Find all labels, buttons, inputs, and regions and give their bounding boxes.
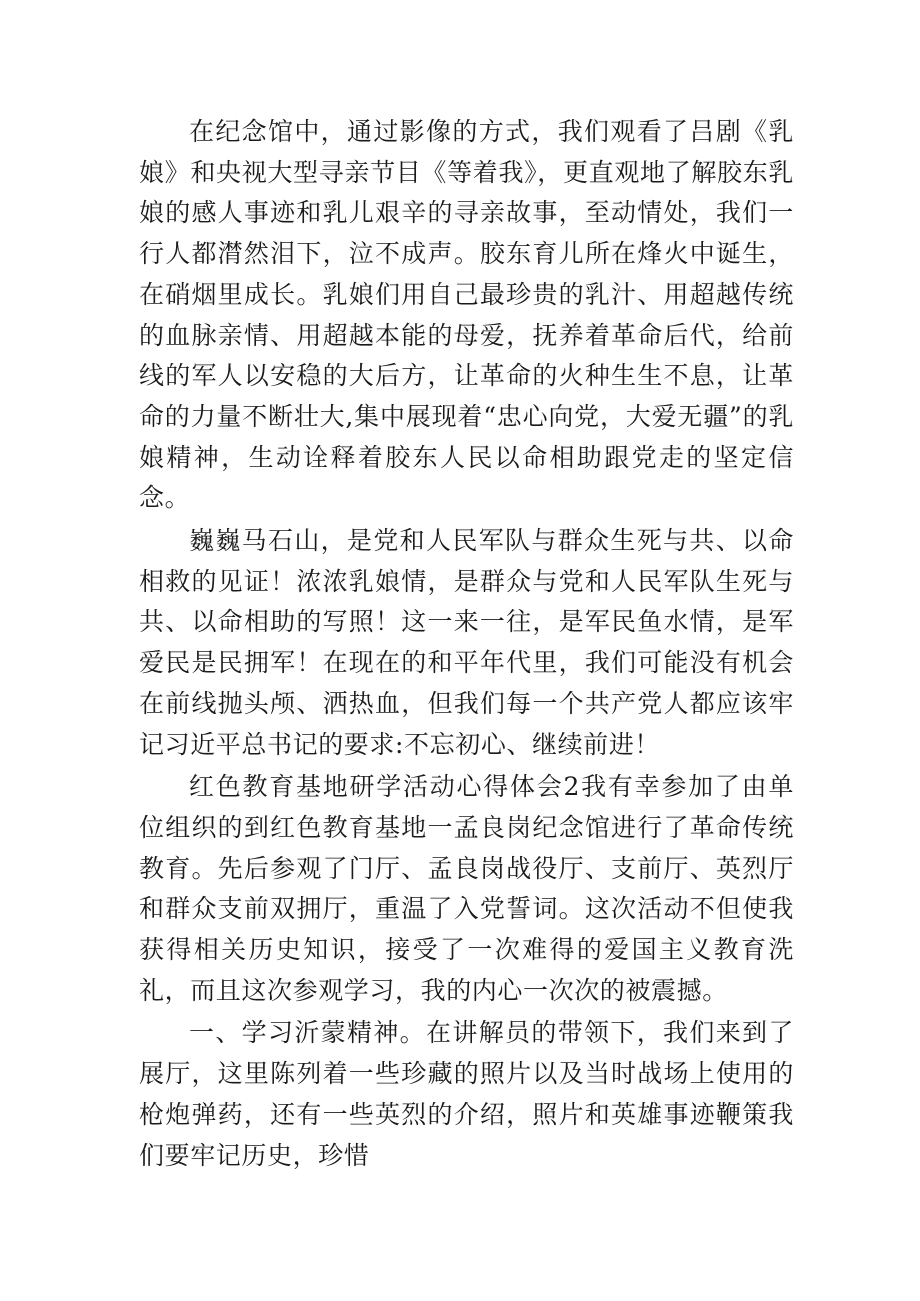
paragraph-red-education: 红色教育基地研学活动心得体会2我有幸参加了由单位组织的到红色教育基地一孟良岗纪念馆进行了革命传统教育。先后参观了门厅、孟良岗战役厅、支前厅、英烈厅和群众支前双拥厅，重温了入党誓词。这次活动不但使我获得相关历史知识，接受了一次难得的爱国主义教育洗礼，而且这次参观学习，我的内心一次次的被震撼。 (139, 772, 794, 1005)
paragraph-yimeng-spirit: 一、学习沂蒙精神。在讲解员的带领下，我们来到了展厅，这里陈列着一些珍藏的照片以及当时战场上使用的枪炮弹药，还有一些英烈的介绍，照片和英雄事迹鞭策我们要牢记历史，珍惜 (139, 1018, 794, 1170)
document-body (139, 112, 794, 1178)
paragraph-memorial-hall: 在纪念馆中，通过影像的方式，我们观看了吕剧《乳娘》和央视大型寻亲节目《等着我》，更直观地了解胶东乳娘的感人事迹和乳儿艰辛的寻亲故事，至动情处，我们一行人都潸然泪下，泣不成声。胶东育儿所在烽火中诞生，在硝烟里成长。乳娘们用自己最珍贵的乳汁、用超越传统的血脉亲情、用超越本能的母爱，抚养着革命后代，给前线的军人以安稳的大后方，让革命的火种生生不息，让革命的力量不断壮大,集中展现着“忠心向党，大爱无疆”的乳娘精神，生动诠释着胶东人民以命相助跟党走的坚定信念。 (139, 117, 794, 513)
paragraph-mashishan: 巍巍马石山，是党和人民军队与群众生死与共、以命相救的见证！浓浓乳娘情，是群众与党和人民军队生死与共、以命相助的写照！这一来一往，是军民鱼水情，是军爱民是民拥军！在现在的和平年代里，我们可能没有机会在前线抛头颅、洒热血，但我们每一个共产党人都应该牢记习近平总书记的要求:不忘初心、继续前进！ (139, 526, 794, 759)
